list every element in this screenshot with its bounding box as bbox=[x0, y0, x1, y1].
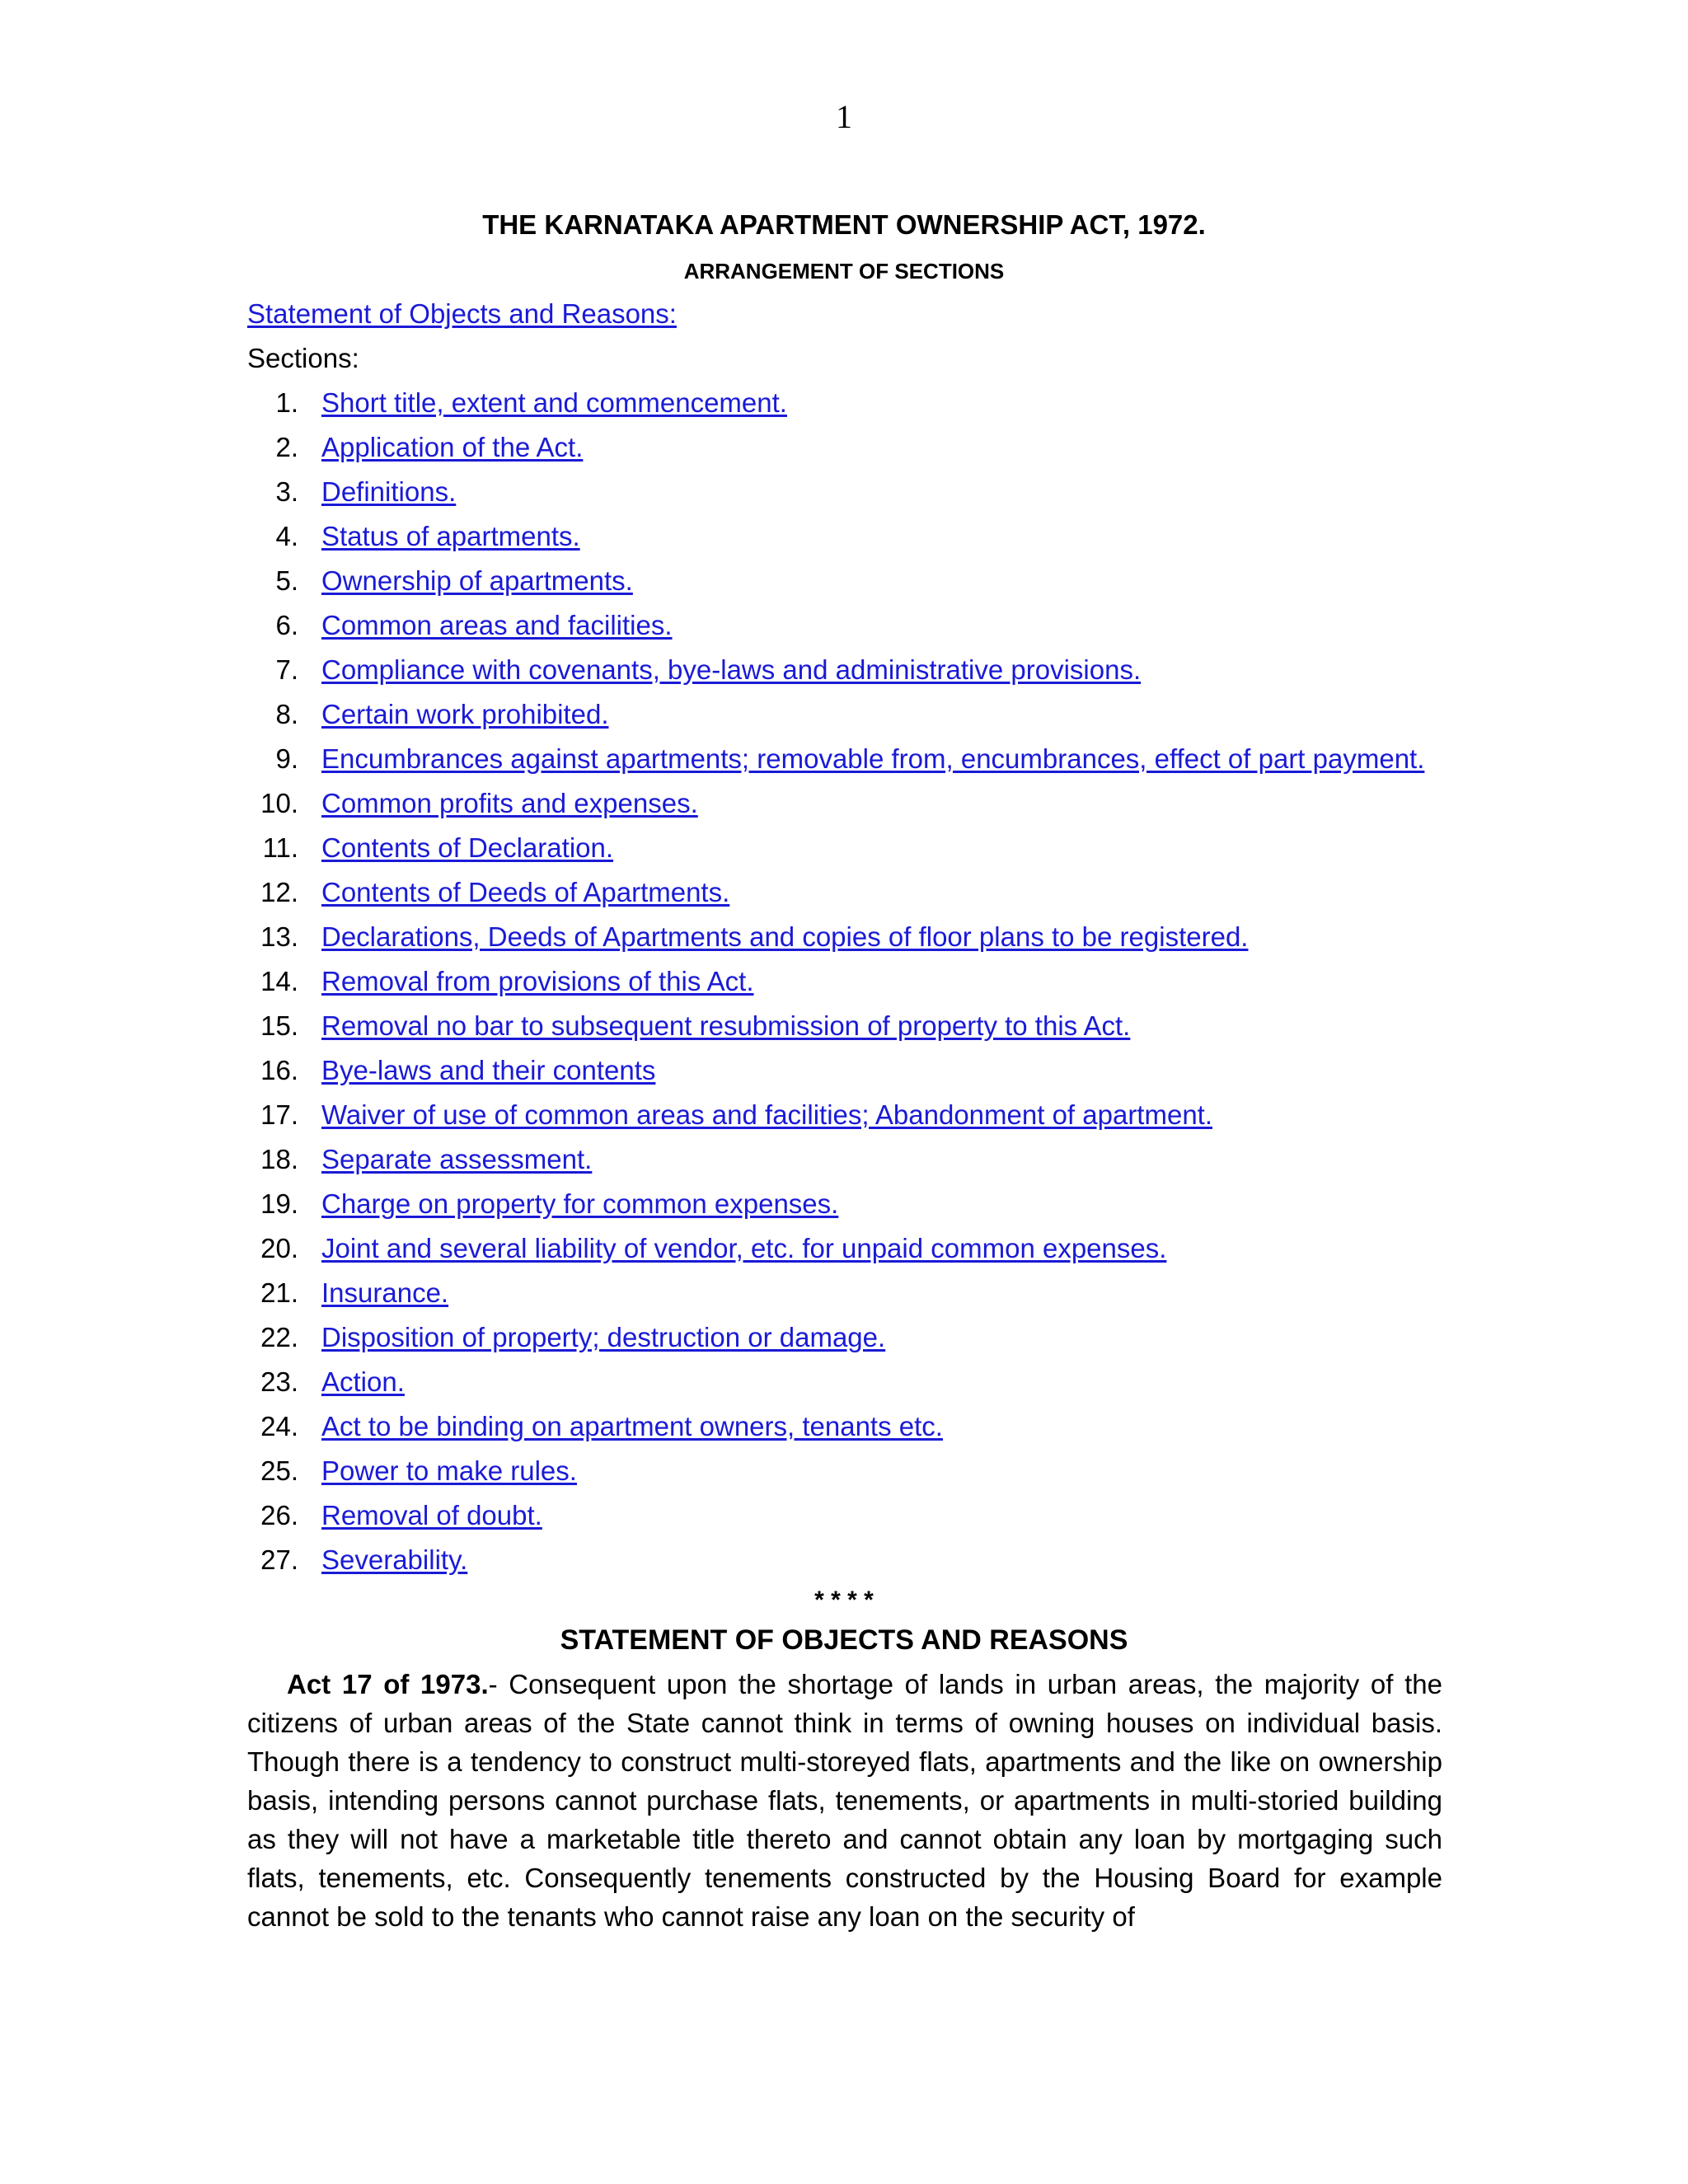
arrangement-heading: ARRANGEMENT OF SECTIONS bbox=[683, 259, 1005, 284]
toc-item bbox=[247, 514, 1442, 559]
toc-item bbox=[247, 1271, 1442, 1315]
toc-item bbox=[247, 1226, 1442, 1271]
toc-item-link[interactable]: Common areas and facilities. bbox=[321, 610, 673, 640]
toc-item-link[interactable]: Declarations, Deeds of Apartments and copies of floor plans to be registered. bbox=[321, 921, 1249, 952]
toc-item-link[interactable]: Removal no bar to subsequent resubmission of property to this Act. bbox=[321, 1010, 1131, 1041]
toc-item-number: 13. bbox=[260, 921, 298, 952]
toc-item-number: 16. bbox=[260, 1055, 298, 1085]
toc-item-number: 7. bbox=[275, 654, 298, 685]
toc-item bbox=[247, 1137, 1442, 1182]
toc-item-number: 21. bbox=[260, 1277, 298, 1308]
document-body bbox=[247, 292, 1442, 1936]
toc-item-number: 27. bbox=[260, 1544, 298, 1575]
toc-item bbox=[247, 1093, 1442, 1137]
toc-item-number: 26. bbox=[260, 1500, 298, 1530]
toc-item-link[interactable]: Removal from provisions of this Act. bbox=[321, 966, 754, 996]
toc-item-link[interactable]: Status of apartments. bbox=[321, 521, 580, 551]
toc-item-number: 10. bbox=[260, 788, 298, 818]
toc-item-number: 18. bbox=[260, 1144, 298, 1174]
toc-item-number: 19. bbox=[260, 1188, 298, 1219]
toc-item-link[interactable]: Encumbrances against apartments; removable from, encumbrances, effect of part payment. bbox=[321, 743, 1425, 774]
toc-item-link[interactable]: Removal of doubt. bbox=[321, 1500, 542, 1530]
toc-item bbox=[247, 915, 1442, 959]
toc-item-link[interactable]: Act to be binding on apartment owners, tenants etc. bbox=[321, 1411, 943, 1441]
toc-item-link[interactable]: Joint and several liability of vendor, etc. for unpaid common expenses. bbox=[321, 1233, 1167, 1263]
sections-label: Sections: bbox=[247, 343, 359, 373]
act-title: THE KARNATAKA APARTMENT OWNERSHIP ACT, 1972. bbox=[482, 209, 1206, 240]
toc-item-number: 3. bbox=[275, 476, 298, 507]
toc-item-link[interactable]: Compliance with covenants, bye-laws and administrative provisions. bbox=[321, 654, 1142, 685]
toc-item-number: 25. bbox=[260, 1455, 298, 1486]
toc-item bbox=[247, 826, 1442, 870]
toc-item bbox=[247, 425, 1442, 470]
toc-item-number: 20. bbox=[260, 1233, 298, 1263]
toc-item bbox=[247, 1315, 1442, 1360]
statement-text: - Consequent upon the shortage of lands in urban areas, the majority of the citizens of urban areas of the State cannot think in terms of owning houses on individual basis. Though there is a tendency to construct multi-storeyed flats, apartments and the like on ownership basis, intending persons cannot purchase flats, tenements, or apartments in multi-storied building as they will not have a marketable title thereto and cannot obtain any loan by mortgaging such flats, tenements, etc. Consequently tenements constructed by the Housing Board for example cannot be sold to the tenants who cannot raise any loan on the security of bbox=[247, 1669, 1442, 1932]
toc-item-link[interactable]: Short title, extent and commencement. bbox=[321, 387, 787, 418]
toc-item-number: 15. bbox=[260, 1010, 298, 1041]
toc-item-link[interactable]: Power to make rules. bbox=[321, 1455, 577, 1486]
toc-item-link[interactable]: Action. bbox=[321, 1366, 405, 1397]
toc-item-link[interactable]: Definitions. bbox=[321, 476, 457, 507]
toc-item-number: 5. bbox=[275, 565, 298, 596]
toc-item-number: 22. bbox=[260, 1322, 298, 1352]
toc-item bbox=[247, 1493, 1442, 1538]
toc-item-link[interactable]: Certain work prohibited. bbox=[321, 699, 609, 729]
toc-item-link[interactable]: Contents of Deeds of Apartments. bbox=[321, 877, 730, 907]
toc-item bbox=[247, 1449, 1442, 1493]
toc-item-number: 24. bbox=[260, 1411, 298, 1441]
toc-item bbox=[247, 470, 1442, 514]
toc-item bbox=[247, 1538, 1442, 1582]
statement-link-row bbox=[247, 292, 1442, 336]
toc-item-number: 9. bbox=[275, 743, 298, 774]
toc-item-link[interactable]: Severability. bbox=[321, 1544, 468, 1575]
toc-item-number: 11. bbox=[262, 832, 298, 863]
toc-item-link[interactable]: Insurance. bbox=[321, 1277, 449, 1308]
toc-item bbox=[247, 559, 1442, 603]
toc-item-number: 8. bbox=[275, 699, 298, 729]
toc-item-link[interactable]: Separate assessment. bbox=[321, 1144, 593, 1174]
toc-item-link[interactable]: Charge on property for common expenses. bbox=[321, 1188, 839, 1219]
toc-item-link[interactable]: Bye-laws and their contents bbox=[321, 1055, 656, 1085]
page-number: 1 bbox=[836, 98, 852, 135]
toc-item-link[interactable]: Common profits and expenses. bbox=[321, 788, 698, 818]
toc-item bbox=[247, 959, 1442, 1004]
statement-of-objects-link[interactable]: Statement of Objects and Reasons: bbox=[247, 298, 677, 329]
statement-lead: Act 17 of 1973. bbox=[287, 1669, 489, 1699]
toc-item bbox=[247, 648, 1442, 692]
separator: * * * * bbox=[814, 1586, 874, 1614]
toc-item-number: 6. bbox=[275, 610, 298, 640]
toc-item bbox=[247, 737, 1442, 781]
toc-item-link[interactable]: Waiver of use of common areas and facilities; Abandonment of apartment. bbox=[321, 1099, 1213, 1130]
toc-item bbox=[247, 1182, 1442, 1226]
toc-item-link[interactable]: Ownership of apartments. bbox=[321, 565, 633, 596]
toc-item-number: 23. bbox=[260, 1366, 298, 1397]
toc-item bbox=[247, 781, 1442, 826]
toc-item-number: 17. bbox=[260, 1099, 298, 1130]
toc-item-link[interactable]: Application of the Act. bbox=[321, 432, 584, 462]
toc-item bbox=[247, 870, 1442, 915]
toc-item-number: 12. bbox=[260, 877, 298, 907]
toc-item bbox=[247, 1048, 1442, 1093]
toc-item bbox=[247, 1004, 1442, 1048]
toc-item-number: 2. bbox=[275, 432, 298, 462]
toc-item bbox=[247, 1360, 1442, 1404]
toc-item-link[interactable]: Contents of Declaration. bbox=[321, 832, 614, 863]
toc-item-link[interactable]: Disposition of property; destruction or damage. bbox=[321, 1322, 886, 1352]
statement-paragraph bbox=[247, 1665, 1442, 1936]
toc-item-number: 14. bbox=[260, 966, 298, 996]
toc-item bbox=[247, 1404, 1442, 1449]
toc-item-number: 1. bbox=[275, 387, 298, 418]
toc-item bbox=[247, 692, 1442, 737]
toc-item bbox=[247, 603, 1442, 648]
sections-list bbox=[247, 381, 1442, 1582]
statement-heading: STATEMENT OF OBJECTS AND REASONS bbox=[560, 1624, 1128, 1656]
toc-item-number: 4. bbox=[275, 521, 298, 551]
toc-item bbox=[247, 381, 1442, 425]
